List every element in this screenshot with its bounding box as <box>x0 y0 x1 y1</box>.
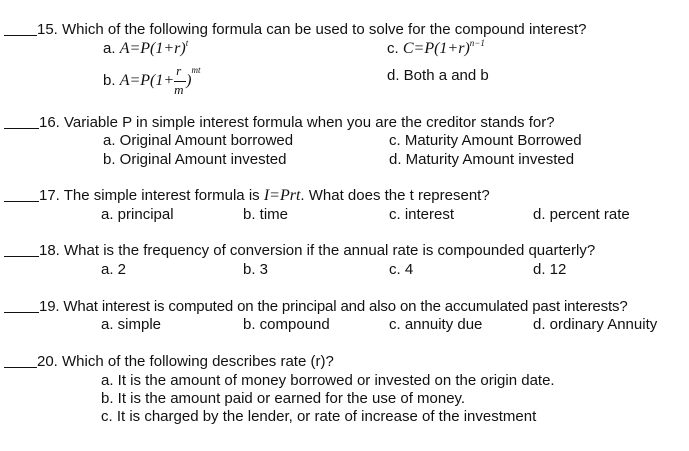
question-17-option-a: a. principal <box>101 206 174 223</box>
question-18-option-d: d. 12 <box>533 261 567 278</box>
question-16-option-a: a. Original Amount borrowed <box>103 132 294 149</box>
question-17-stem: 17. The simple interest formula is I=Prt. What does the t represent? <box>39 187 490 204</box>
question-20-option-b: b. It is the amount paid or earned for the use of money. <box>101 390 466 407</box>
answer-blank-17[interactable] <box>4 201 39 202</box>
answer-blank-19[interactable] <box>4 312 39 313</box>
answer-blank-15[interactable] <box>4 35 37 36</box>
question-19-option-b: b. compound <box>243 316 330 333</box>
question-19-option-d: d. ordinary Annuity <box>533 316 658 333</box>
question-20-option-c: c. It is charged by the lender, or rate of increase of the investment <box>101 408 537 425</box>
question-15-option-c: c. $C=P(1+r)^{n-1}$ <box>387 38 485 57</box>
question-18-option-c: c. 4 <box>389 261 414 278</box>
question-18-option-a: a. 2 <box>101 261 127 278</box>
question-15-option-d: d. Both a and b <box>387 67 489 84</box>
question-16-option-c: c. Maturity Amount Borrowed <box>389 132 582 149</box>
question-20-option-a: a. It is the amount of money borrowed or invested on the origin date. <box>101 372 555 389</box>
question-19-stem: 19. What interest is computed on the principal and also on the accumulated past interests? <box>39 298 628 315</box>
question-17-option-c: c. interest <box>389 206 455 223</box>
question-18-option-b: b. 3 <box>243 261 269 278</box>
question-15-option-b: b. A=P(1+ $\frac{r}{m}$ )$^{mt}$ <box>103 63 201 98</box>
question-20-stem: 20. Which of the following describes rate (r)? <box>37 353 334 370</box>
question-16-stem: 16. Variable P in simple interest formula when you are the creditor stands for? <box>39 114 555 131</box>
question-16-option-d: d. Maturity Amount invested <box>389 151 575 168</box>
question-15-stem: 15. Which of the following formula can be used to solve for the compound interest? <box>37 21 587 38</box>
question-17-option-d: d. percent rate <box>533 206 630 223</box>
question-16-option-b: b. Original Amount invested <box>103 151 287 168</box>
fraction-r-over-m: $\frac{r}{m}$ <box>174 74 186 88</box>
answer-blank-20[interactable] <box>4 367 37 368</box>
question-19-option-a: a. simple <box>101 316 162 333</box>
question-18-stem: 18. What is the frequency of conversion if the annual rate is compounded quarterly? <box>39 242 596 259</box>
question-17-option-b: b. time <box>243 206 289 223</box>
answer-blank-16[interactable] <box>4 128 39 129</box>
question-15-option-a: a. $A=P(1+r)^t$ <box>103 38 189 57</box>
question-19-option-c: c. annuity due <box>389 316 483 333</box>
answer-blank-18[interactable] <box>4 256 39 257</box>
